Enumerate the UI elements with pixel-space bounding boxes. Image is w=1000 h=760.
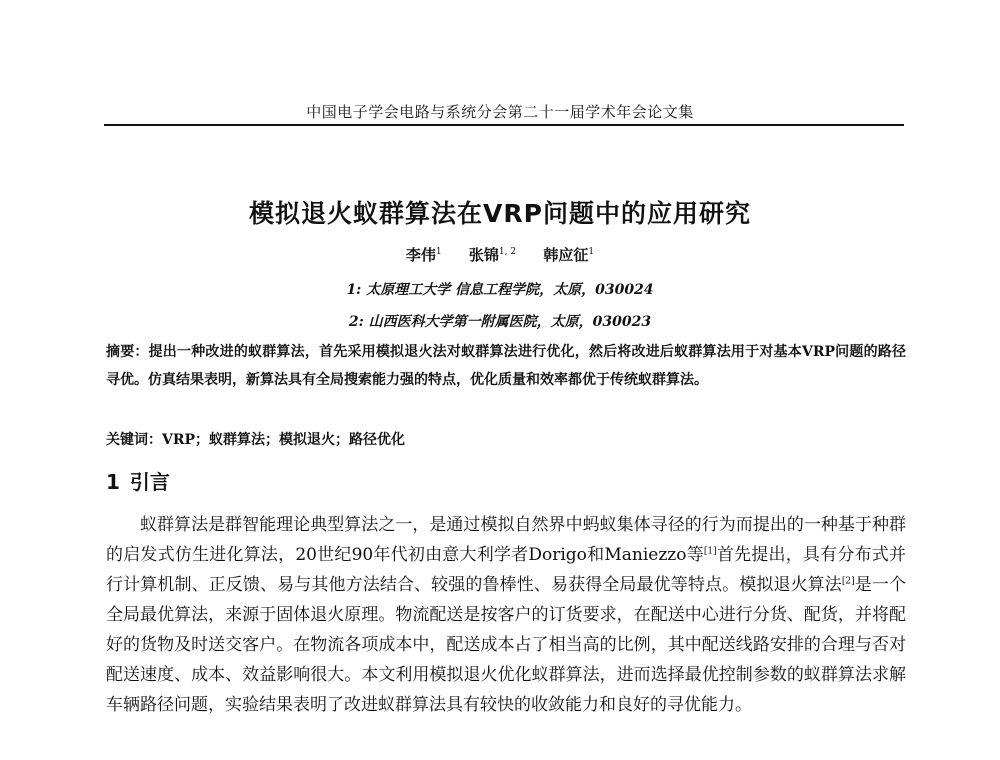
author: [406, 246, 442, 264]
citation-ref-1[interactable]: [1]: [703, 546, 717, 557]
affiliation-2: 2: 山西医科大学第一附属医院，太原，030023: [348, 314, 652, 330]
running-header: 中国电子学会电路与系统分会第二十一届学术年会论文集: [306, 103, 694, 121]
author-affil-mark: 1: [588, 247, 595, 257]
section-heading: [106, 466, 170, 495]
author-name: 张锦: [468, 246, 499, 264]
abstract: [106, 338, 906, 394]
section-number: 1: [106, 470, 120, 494]
author-affil-mark: 1: [435, 247, 442, 257]
author-affil-mark: 1, 2: [498, 247, 517, 257]
abstract-text: 提出一种改进的蚁群算法，首先采用模拟退火法对蚁群算法进行优化，然后将改进后蚁群算法用于对基本VRP问题的路径寻优。仿真结果表明，新算法具有全局搜索能力强的特点，优化质量和效率都优于传统蚁群算法。: [106, 344, 906, 388]
paragraph-text: 是一个全局最优算法，来源于固体退火原理。物流配送是按客户的订货要求，在配送中心进行分货、配货，并将配好的货物及时送交客户。在物流各项成本中，配送成本占了相当高的比例，其中配送线路安排的合理与否对配送速度、成本、效益影响很大。本文利用模拟退火优化蚁群算法，进而选择最优控制参数的蚁群算法求解车辆路径问题，实验结果表明了改进蚁群算法具有较快的收敛能力和良好的寻优能力。: [106, 575, 906, 715]
keywords: [106, 429, 906, 449]
author: [543, 246, 594, 264]
keywords-text: VRP；蚁群算法；模拟退火；路径优化: [162, 432, 406, 448]
author: [469, 246, 516, 264]
paragraph-text: 首先提出，具有分布式并行计算机制、正反馈、易与其他方法结合、较强的鲁棒性、易获得全局最优等特点。模拟退火算法: [106, 545, 906, 595]
author-list: [0, 244, 1000, 265]
citation-ref-2[interactable]: [2]: [841, 576, 855, 587]
keywords-label: 关键词：: [106, 432, 162, 448]
header-rule: [104, 124, 904, 126]
intro-paragraph: [106, 510, 906, 720]
abstract-label: 摘要：: [106, 344, 149, 360]
paper-title: 模拟退火蚁群算法在VRP问题中的应用研究: [249, 199, 751, 228]
author-name: 李伟: [405, 246, 436, 264]
section-title: 引言: [129, 470, 170, 494]
affiliation-1: 1: 太原理工大学 信息工程学院，太原，030024: [346, 282, 654, 298]
author-name: 韩应征: [543, 246, 589, 264]
paragraph-text: 蚁群算法是群智能理论典型算法之一，是通过模拟自然界中蚂蚁集体寻径的行为而提出的一种基于种群的启发式仿生进化算法，20世纪90年代初由意大利学者Dorigo和Maniezzo等: [106, 515, 906, 565]
